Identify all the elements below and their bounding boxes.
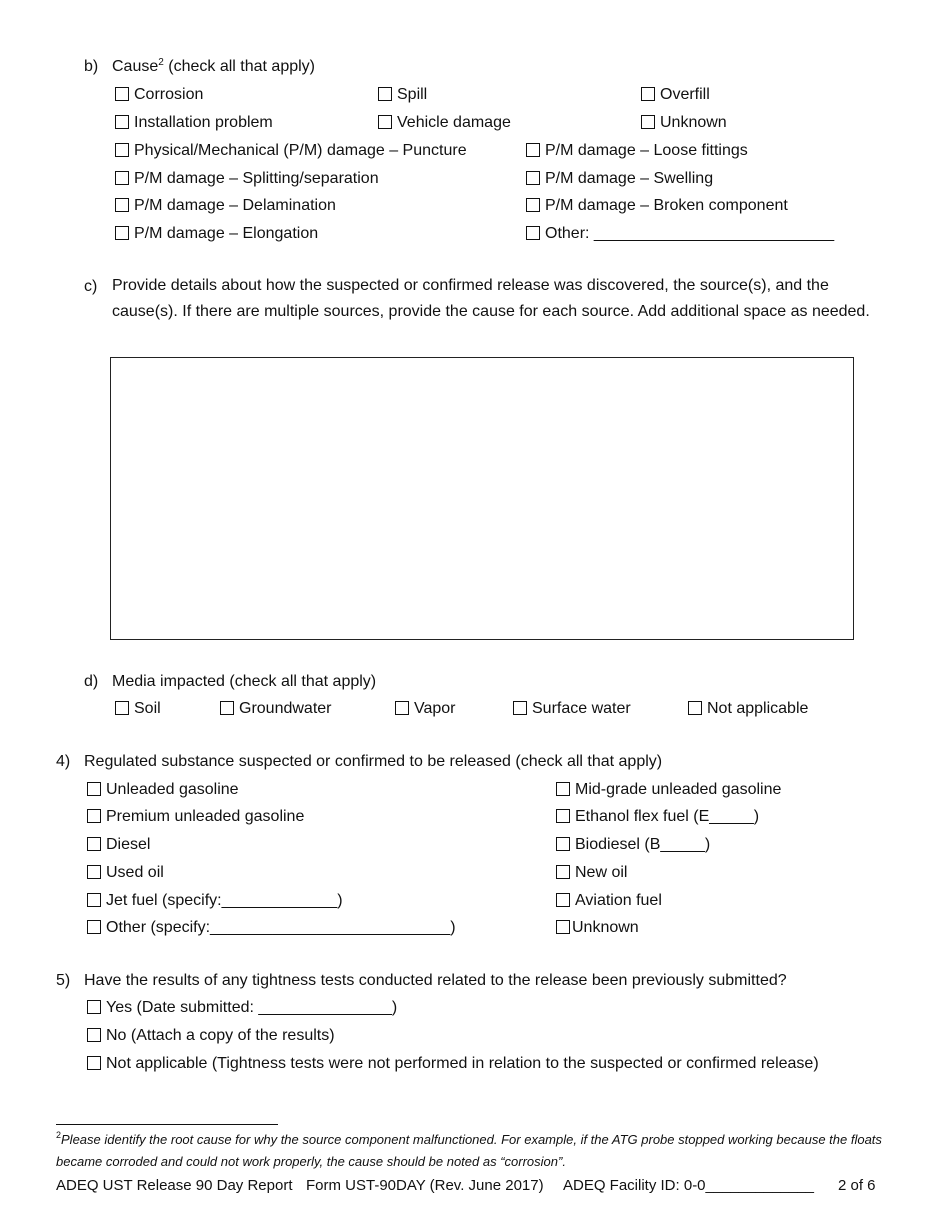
option-label: Other: ___________________________	[545, 225, 835, 242]
option-label: P/M damage – Broken component	[545, 197, 788, 214]
option-label: Not applicable (Tightness tests were not performed in relation to the suspected or confirmed release)	[106, 1055, 819, 1072]
checkbox[interactable]	[688, 701, 702, 715]
footer-page-number: 2 of 6	[838, 1177, 876, 1194]
checkbox[interactable]	[115, 171, 129, 185]
option-label: Mid-grade unleaded gasoline	[575, 781, 782, 798]
cause-option-vehicle-damage[interactable]	[378, 115, 511, 131]
cause-option-loose-fittings[interactable]	[526, 143, 748, 159]
option-label: P/M damage – Splitting/separation	[134, 170, 379, 187]
tightness-option-yes[interactable]	[87, 1000, 397, 1016]
option-label: Vapor	[414, 700, 456, 717]
media-option-groundwater[interactable]	[220, 701, 332, 717]
option-label: Vehicle damage	[397, 114, 511, 131]
substance-option-premium[interactable]	[87, 809, 304, 825]
substance-option-other[interactable]	[87, 920, 456, 936]
checkbox[interactable]	[220, 701, 234, 715]
option-label: P/M damage – Elongation	[134, 225, 319, 242]
option-label: P/M damage – Loose fittings	[545, 142, 748, 159]
option-label: Biodiesel (B_____)	[575, 836, 711, 853]
question-5-title: Have the results of any tightness tests conducted related to the release been previously submitted?	[84, 972, 787, 989]
cause-option-swelling[interactable]	[526, 171, 713, 187]
checkbox[interactable]	[526, 143, 540, 157]
substance-option-new-oil[interactable]	[556, 865, 627, 881]
media-option-vapor[interactable]	[395, 701, 456, 717]
cause-option-puncture[interactable]	[115, 143, 467, 159]
question-4-marker: 4)	[56, 753, 71, 770]
option-label: Unknown	[572, 919, 639, 936]
substance-option-unleaded[interactable]	[87, 782, 239, 798]
substance-option-used-oil[interactable]	[87, 865, 164, 881]
footer-form-number: Form UST-90DAY (Rev. June 2017)	[306, 1177, 544, 1194]
substance-option-unknown[interactable]	[556, 920, 639, 936]
option-label: Aviation fuel	[575, 892, 662, 909]
cause-option-corrosion[interactable]	[115, 87, 203, 103]
footnote-number: 2	[56, 1130, 62, 1140]
option-label: Corrosion	[134, 86, 204, 103]
footer-facility-id: ADEQ Facility ID: 0-0_____________	[563, 1177, 814, 1194]
checkbox[interactable]	[115, 115, 129, 129]
option-label: Yes (Date submitted: _______________)	[106, 999, 398, 1016]
question-5-marker: 5)	[56, 972, 71, 989]
cause-option-splitting[interactable]	[115, 171, 379, 187]
substance-option-diesel[interactable]	[87, 837, 150, 853]
option-label: Groundwater	[239, 700, 332, 717]
option-label: P/M damage – Delamination	[134, 197, 336, 214]
substance-option-aviation-fuel[interactable]	[556, 893, 662, 909]
option-label: Overfill	[660, 86, 710, 103]
media-option-surface-water[interactable]	[513, 701, 631, 717]
media-option-soil[interactable]	[115, 701, 161, 717]
option-label: Installation problem	[134, 114, 273, 131]
checkbox[interactable]	[87, 865, 101, 879]
section-d-marker: d)	[84, 673, 99, 690]
footnote	[56, 1129, 906, 1173]
cause-option-overfill[interactable]	[641, 87, 710, 103]
checkbox[interactable]	[87, 1000, 101, 1014]
option-label: Used oil	[106, 864, 164, 881]
checkbox[interactable]	[556, 920, 570, 934]
option-label: P/M damage – Swelling	[545, 170, 714, 187]
option-label: Unknown	[660, 114, 727, 131]
checkbox[interactable]	[87, 837, 101, 851]
cause-option-other[interactable]	[526, 226, 834, 242]
checkbox[interactable]	[378, 87, 392, 101]
option-label: Spill	[397, 86, 428, 103]
footnote-ref: 2	[158, 57, 164, 68]
option-label: Physical/Mechanical (P/M) damage – Puncture	[134, 142, 467, 159]
substance-option-jet-fuel[interactable]	[87, 893, 343, 909]
checkbox[interactable]	[378, 115, 392, 129]
checkbox[interactable]	[87, 782, 101, 796]
footnote-text: Please identify the root cause for why the source component malfunctioned. For example, if the ATG probe stopped working because the floats became corroded and could not work properly, the cause should be noted as “corrosion”.	[56, 1132, 882, 1169]
cause-option-broken-component[interactable]	[526, 198, 788, 214]
cause-option-elongation[interactable]	[115, 226, 318, 242]
checkbox[interactable]	[115, 701, 129, 715]
option-label: Other (specify:___________________________)	[106, 919, 456, 936]
option-label: Surface water	[532, 700, 631, 717]
checkbox[interactable]	[641, 115, 655, 129]
checkbox[interactable]	[87, 920, 101, 934]
substance-option-midgrade[interactable]	[556, 782, 781, 798]
checkbox[interactable]	[556, 837, 570, 851]
checkbox[interactable]	[556, 865, 570, 879]
option-label: No (Attach a copy of the results)	[106, 1027, 335, 1044]
cause-option-spill[interactable]	[378, 87, 427, 103]
section-c-instructions: Provide details about how the suspected or confirmed release was discovered, the source(s), and the cause(s). If there are multiple sources, provide the cause for each source. Add additional space as needed.	[112, 277, 870, 320]
option-label: Premium unleaded gasoline	[106, 808, 305, 825]
cause-option-unknown[interactable]	[641, 115, 727, 131]
footnote-separator	[56, 1124, 278, 1125]
checkbox[interactable]	[556, 893, 570, 907]
checkbox[interactable]	[87, 809, 101, 823]
option-label: New oil	[575, 864, 628, 881]
option-label: Not applicable	[707, 700, 809, 717]
section-b-title	[112, 59, 315, 75]
checkbox[interactable]	[115, 143, 129, 157]
footer-report-title: ADEQ UST Release 90 Day Report	[56, 1177, 293, 1194]
checkbox[interactable]	[526, 226, 540, 240]
substance-option-ethanol-flex[interactable]	[556, 809, 759, 825]
checkbox[interactable]	[87, 893, 101, 907]
section-d-title: Media impacted (check all that apply)	[112, 673, 377, 690]
cause-option-delamination[interactable]	[115, 198, 336, 214]
checkbox[interactable]	[87, 1028, 101, 1042]
option-label: Jet fuel (specify:_____________)	[106, 892, 343, 909]
option-label: Unleaded gasoline	[106, 781, 239, 798]
section-c-marker: c)	[84, 278, 98, 295]
media-option-not-applicable[interactable]	[688, 701, 808, 717]
checkbox[interactable]	[87, 1056, 101, 1070]
release-details-textbox[interactable]	[110, 357, 854, 640]
checkbox[interactable]	[556, 782, 570, 796]
section-b-marker: b)	[84, 58, 99, 75]
checkbox[interactable]	[556, 809, 570, 823]
option-label: Soil	[134, 700, 161, 717]
checkbox[interactable]	[526, 171, 540, 185]
question-4-title: Regulated substance suspected or confirmed to be released (check all that apply)	[84, 753, 663, 770]
option-label: Diesel	[106, 836, 151, 853]
substance-option-biodiesel[interactable]	[556, 837, 710, 853]
tightness-option-not-applicable[interactable]	[87, 1056, 819, 1072]
tightness-option-no[interactable]	[87, 1028, 335, 1044]
cause-option-installation-problem[interactable]	[115, 115, 273, 131]
checkbox[interactable]	[641, 87, 655, 101]
checkbox[interactable]	[115, 226, 129, 240]
checkbox[interactable]	[513, 701, 527, 715]
checkbox[interactable]	[115, 87, 129, 101]
checkbox[interactable]	[526, 198, 540, 212]
checkbox[interactable]	[115, 198, 129, 212]
cause-suffix: (check all that apply)	[163, 58, 315, 75]
option-label: Ethanol flex fuel (E_____)	[575, 808, 760, 825]
checkbox[interactable]	[395, 701, 409, 715]
cause-label: Cause	[112, 58, 159, 75]
